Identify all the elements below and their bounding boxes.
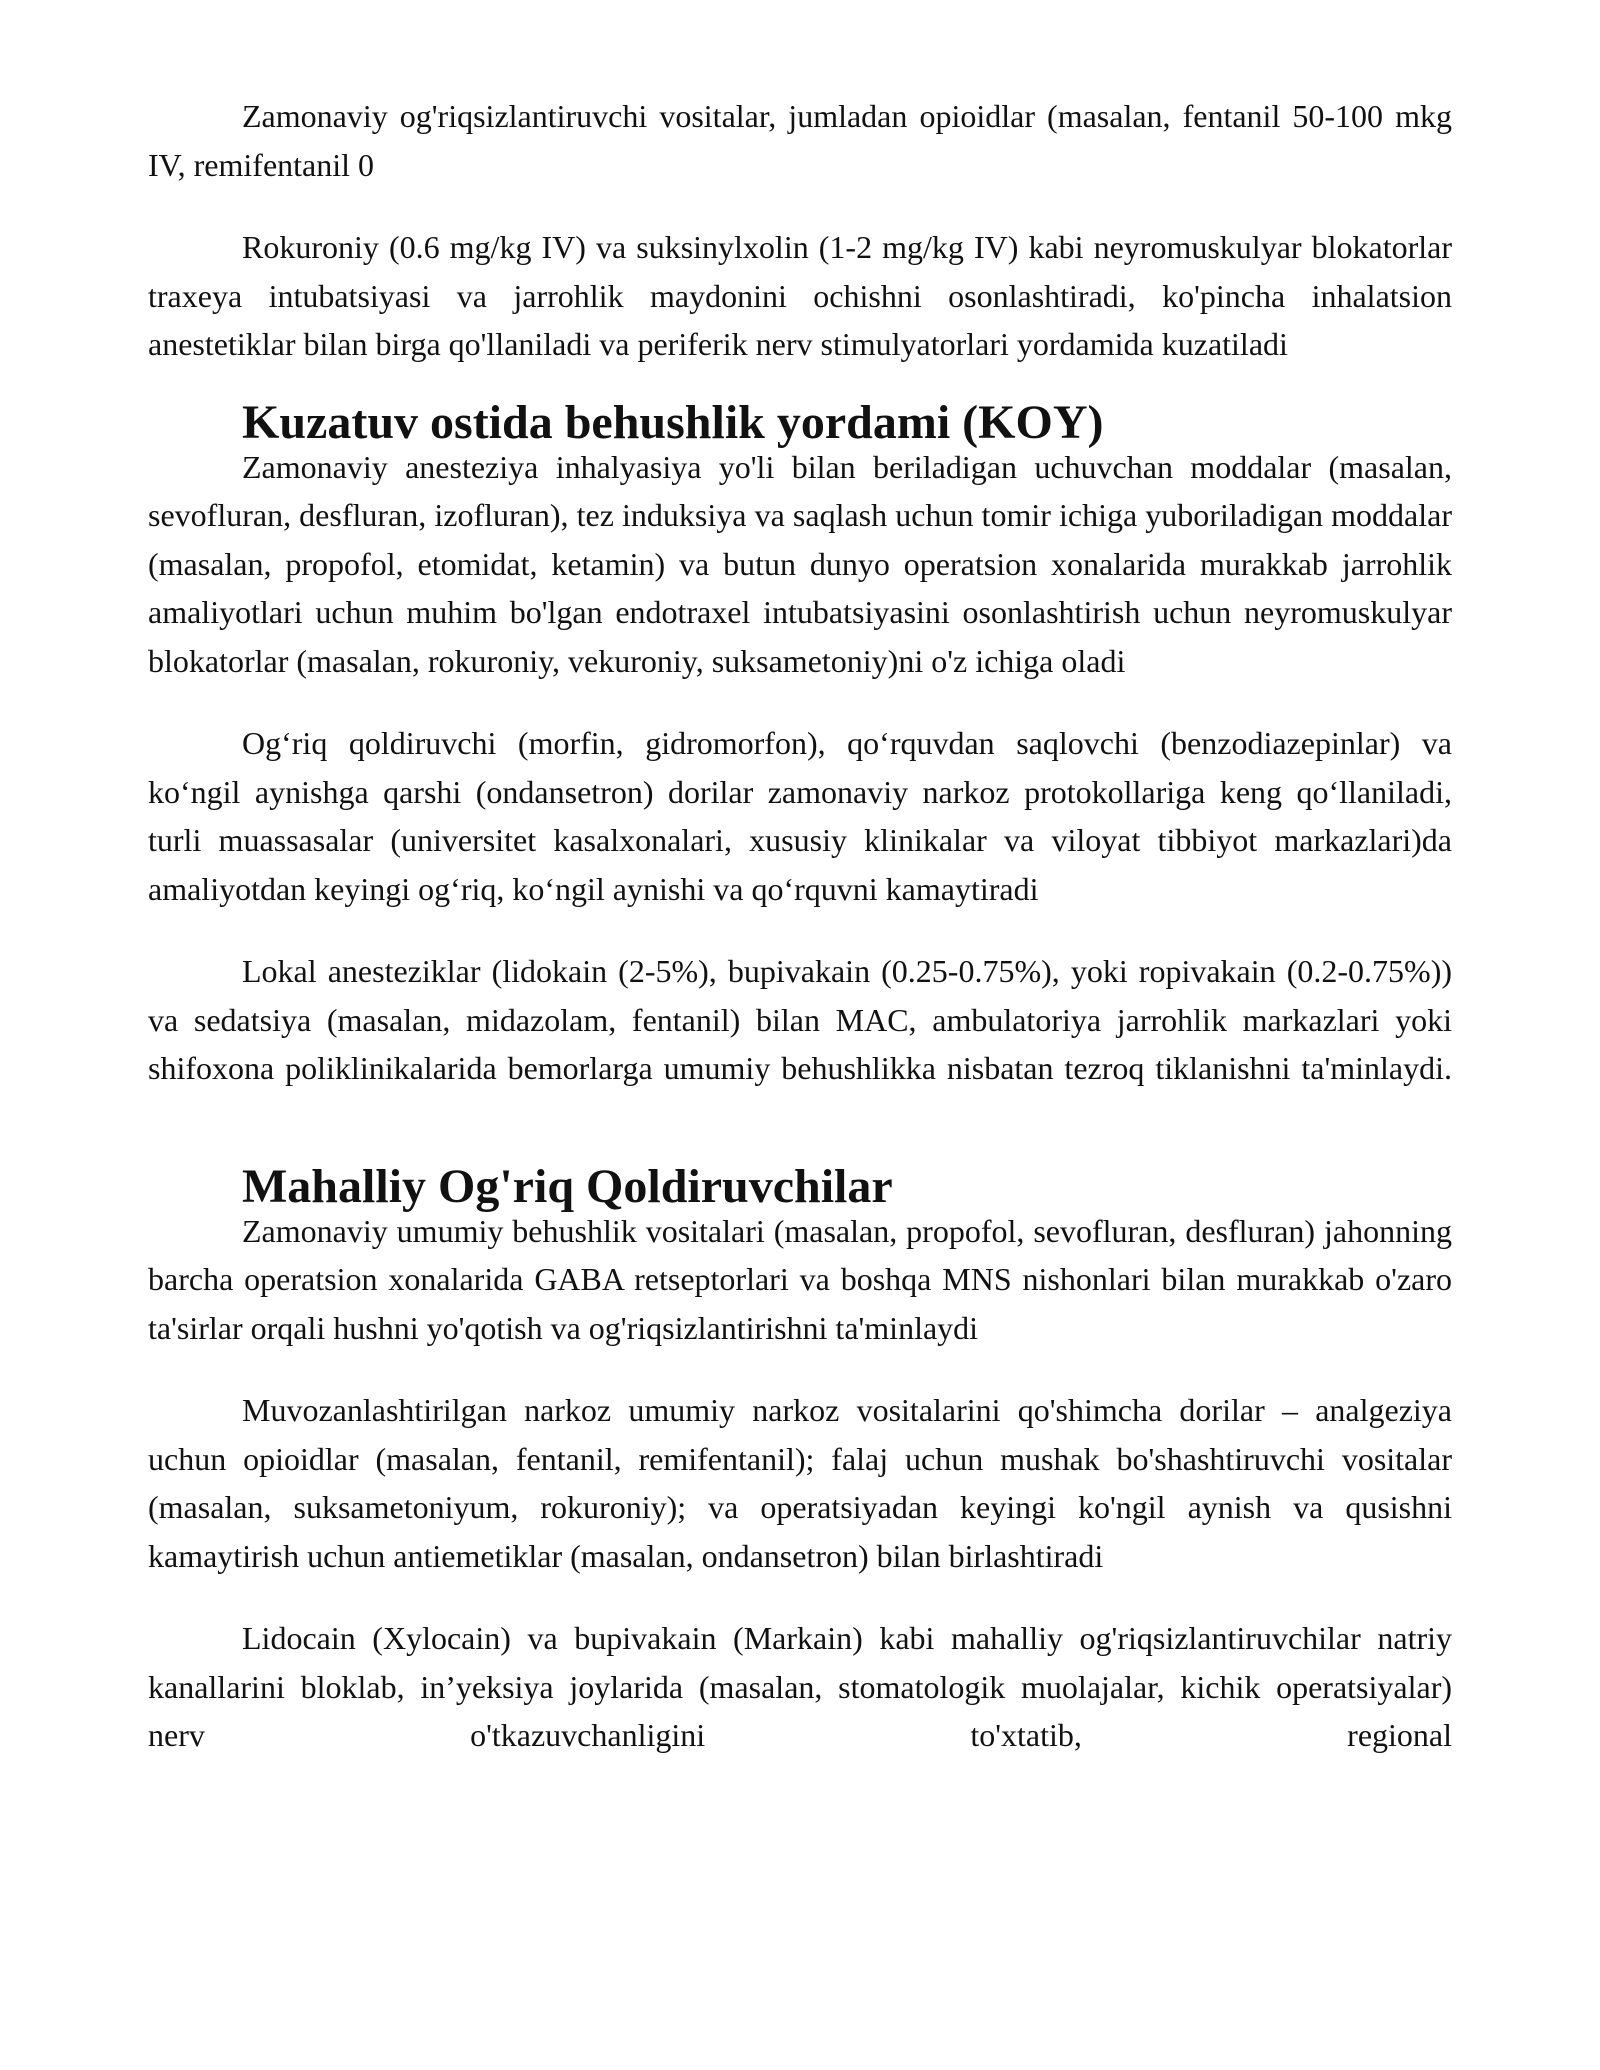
paragraph-opioids-intro: Zamonaviy og'riqsizlantiruvchi vositalar, jumladan opioidlar (masalan, fentanil 50-100 mkg IV, remifentanil 0 (148, 98, 1452, 183)
paragraph-general-anesthetics: Zamonaviy umumiy behushlik vositalari (masalan, propofol, sevofluran, desfluran) jahonning barcha operatsion xonalarida GABA retseptorlari va boshqa MNS nishonlari bilan murakkab o'zaro ta'sirlar orqali hushni yo'qotish va og'riqsizlantirishni ta'minlaydi (148, 1212, 1452, 1346)
heading-monitored-anesthesia-care: Kuzatuv ostida behushlik yordami (KOY) (242, 395, 1104, 449)
paragraph-neuromuscular-blockers: Rokuroniy (0.6 mg/kg IV) va suksinylxolin (1-2 mg/kg IV) kabi neyromuskulyar blokatorlar traxeya intubatsiyasi va jarrohlik maydonini ochishni osonlashtiradi, ko'pincha inhalatsion anestetiklar bilan birga qo'llaniladi va periferik nerv stimulyatorlari yordamida kuzatiladi (148, 229, 1452, 362)
heading-local-pain-relievers: Mahalliy Og'riq Qoldiruvchilar (242, 1159, 893, 1213)
document-page (148, 92, 1452, 1760)
paragraph-adjuvant-drugs: Og‘riq qoldiruvchi (morfin, gidromorfon), qo‘rquvdan saqlovchi (benzodiazepinlar) va ko‘ngil aynishga qarshi (ondansetron) dorilar zamonaviy narkoz protokollariga keng qo‘llaniladi, turli muassasalar (universitet kasalxonalari, xususiy klinikalar va viloyat tibbiyot markazlari)da amaliyotdan keyingi og‘riq, ko‘ngil aynishi va qo‘rquvni kamaytiradi (148, 725, 1452, 907)
paragraph-local-anesthetics-mac: Lokal anesteziklar (lidokain (2-5%), bupivakain (0.25-0.75%), yoki ropivakain (0.2-0.75%)) va sedatsiya (masalan, midazolam, fentanil) bilan MAC, ambulatoriya jarrohlik markazlari yoki shifoxona poliklinikalarida bemorlarga umumiy behushlikka nisbatan tezroq tiklanishni ta'minlaydi. (148, 953, 1452, 1086)
paragraph-lidocaine-bupivacaine: Lidocain (Xylocain) va bupivakain (Markain) kabi mahalliy og'riqsizlantiruvchilar natriy kanallarini bloklab, in’yeksiya joylarida (masalan, stomatologik muolajalar, kichik operatsiyalar) nerv o'tkazuvchanligini to'xtatib, regional (148, 1620, 1452, 1753)
paragraph-balanced-anesthesia: Muvozanlashtirilgan narkoz umumiy narkoz vositalarini qo'shimcha dorilar – analgeziya uchun opioidlar (masalan, fentanil, remifentanil); falaj uchun mushak bo'shashtiruvchi vositalar (masalan, suksametoniyum, rokuroniy); va operatsiyadan keyingi ko'ngil aynish va qusishni kamaytirish uchun antiemetiklar (masalan, ondansetron) bilan birlashtiradi (148, 1392, 1452, 1574)
paragraph-modern-anesthesia: Zamonaviy anesteziya inhalyasiya yo'li bilan beriladigan uchuvchan moddalar (masalan, sevofluran, desfluran, izofluran), tez induksiya va saqlash uchun tomir ichiga yuboriladigan moddalar (masalan, propofol, etomidat, ketamin) va butun dunyo operatsion xonalarida murakkab jarrohlik amaliyotlari uchun muhim bo'lgan endotraxel intubatsiyasini osonlashtirish uchun neyromuskulyar blokatorlar (masalan, rokuroniy, vekuroniy, suksametoniy)ni o'z ichiga oladi (148, 448, 1452, 679)
